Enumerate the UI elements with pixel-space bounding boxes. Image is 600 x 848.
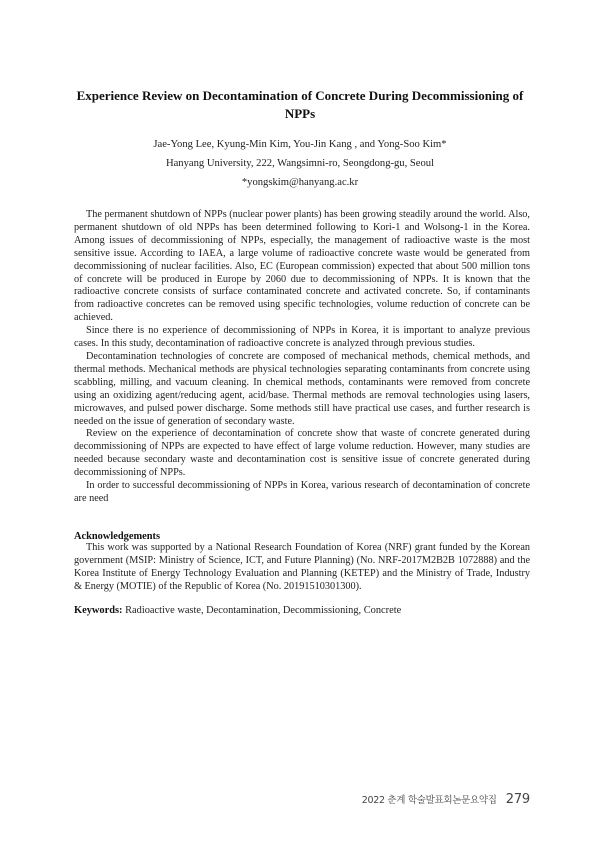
keywords-line (74, 604, 530, 617)
acknowledgements-heading: Acknowledgements (74, 531, 161, 542)
corresponding-email: *yongskim@hanyang.ac.kr (241, 177, 359, 188)
acknowledgements-text: This work was supported by a National Research Foundation of Korea (NRF) grant funded by the Korean government (MSIP: Ministry of Science, ICT, and Future Planning) (No. NRF-2017M2B2B 1072888) and the Korea Institute of Energy Technology Evaluation and Planning (KETEP) and the Ministry of Trade, Industry & Energy (MOTIE) of the Republic of Korea (No. 20191510301300). (74, 542, 530, 592)
page-number: 279 (505, 792, 530, 807)
acknowledgements-body (74, 542, 530, 594)
keywords-label: Keywords: (74, 605, 123, 616)
abstract-body (74, 209, 530, 506)
abstract-paragraph: Since there is no experience of decommissioning of NPPs in Korea, it is important to analyze previous cases. In this study, decontamination of radioactive concrete is analyzed through previous studies. (74, 325, 530, 350)
abstract-paragraph: The permanent shutdown of NPPs (nuclear power plants) has been growing steadily around the world. Also, permanent shutdown of old NPPs has been determined following to Kori-1 and Wolsong-1 in the Korea. Among issues of decommissioning of NPPs, especially, the management of radioactive waste is the most sensitive issue. According to IAEA, a large volume of radioactive concrete waste would be generated from decommissioning of nuclear facilities. Also, EC (European commission) expected that about 500 million tons of concrete will be produced in Europe by 2060 due to decommissioning of NPPs. It is known that the radioactive concrete consists of surface contaminated concrete and activated concrete. So, if contaminants from radioactive concretes can be removed using specific technologies, volume reduction of concrete can be achieved. (74, 209, 530, 324)
paper-title: Experience Review on Decontamination of Concrete During Decommissioning of NPPs (76, 88, 524, 121)
page-footer (362, 788, 530, 807)
author-list: Jae-Yong Lee, Kyung-Min Kim, You-Jin Kang , and Yong-Soo Kim* (153, 139, 447, 150)
abstract-paragraph: In order to successful decommissioning of NPPs in Korea, various research of decontamination of concrete are need (74, 480, 530, 504)
abstract-paragraph: Review on the experience of decontamination of concrete show that waste of concrete generated during decommissioning of NPPs are expected to have effect of large volume reduction. However, many studies are needed because secondary waste and decontamination cost is sensitive issue of concrete generated during decommissioning of NPPs. (74, 428, 530, 479)
affiliation: Hanyang University, 222, Wangsimni-ro, Seongdong-gu, Seoul (165, 158, 435, 169)
keywords-text: Radioactive waste, Decontamination, Decommissioning, Concrete (125, 605, 402, 616)
abstract-paragraph: Decontamination technologies of concrete are composed of mechanical methods, chemical methods, and thermal methods. Mechanical methods are physical technologies separating contaminants from concrete using scabbling, milling, and vacuum cleaning. In chemical methods, contaminants were removed from concrete using an oxidizing agent/reducing agent, acid/base. Thermal methods are removal technologies using lasers, microwaves, and pulsed power discharge. Some methods still have practical use cases, and further research is needed on the issue of generation of secondary waste. (74, 350, 530, 427)
proceedings-title: 2022 춘계 학술발표회논문요약집 (361, 795, 497, 806)
